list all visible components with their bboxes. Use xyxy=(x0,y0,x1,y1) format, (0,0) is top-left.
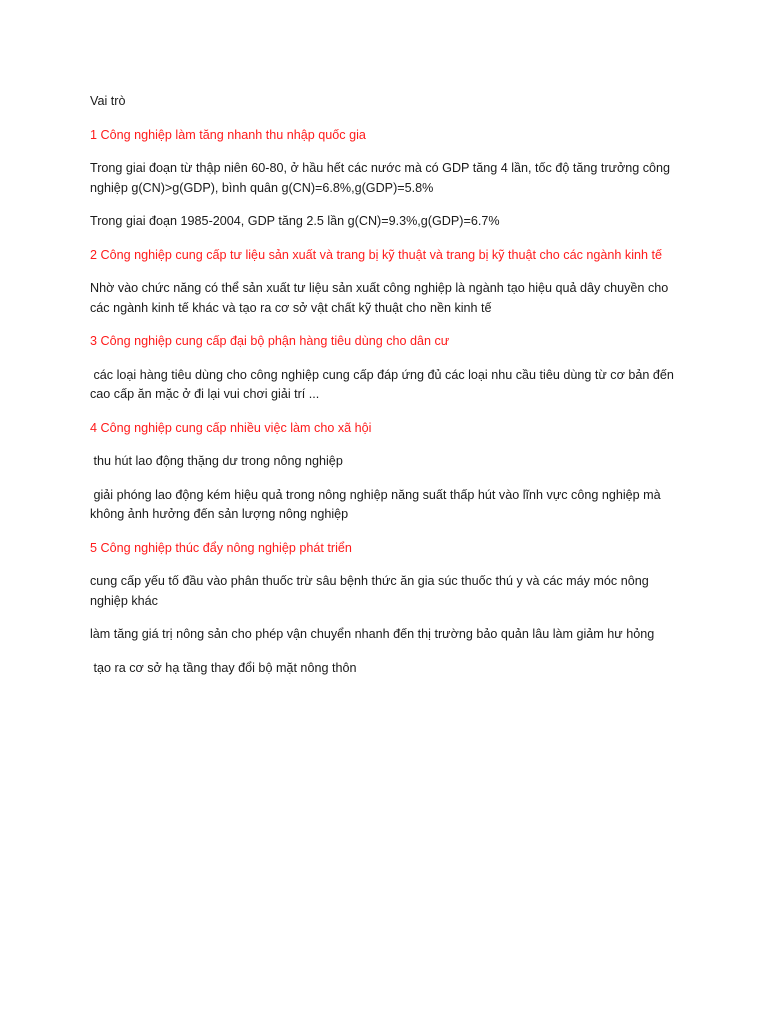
paragraph: giải phóng lao động kém hiệu quả trong nông nghiệp năng suất thấp hút vào lĩnh vực công nghiệp mà không ảnh hưởng đến sản lượng nông nghiệp xyxy=(90,487,665,521)
paragraph: Trong giai đoạn 1985-2004, GDP tăng 2.5 lần g(CN)=9.3%,g(GDP)=6.7% xyxy=(90,214,500,228)
section-heading-3: 3 Công nghiệp cung cấp đại bộ phận hàng tiêu dùng cho dân cư xyxy=(90,334,450,348)
section-heading-5: 5 Công nghiệp thúc đẩy nông nghiệp phát triển xyxy=(90,540,352,555)
section-heading-2: 2 Công nghiệp cung cấp tư liệu sản xuất và trang bị kỹ thuật và trang bị kỹ thuật cho các ngành kinh tế xyxy=(90,247,663,262)
section-heading-1: 1 Công nghiệp làm tăng nhanh thu nhập quốc gia xyxy=(90,127,366,142)
document-body xyxy=(90,92,680,692)
paragraph: các loại hàng tiêu dùng cho công nghiệp cung cấp đáp ứng đủ các loại nhu cầu tiêu dùng từ cơ bản đến cao cấp ăn mặc ở đi lại vui chơi giải trí ... xyxy=(90,367,678,401)
paragraph: Nhờ vào chức năng có thể sản xuất tư liệu sản xuất công nghiệp là ngành tạo hiệu quả dây chuyền cho các ngành kinh tế khác và tạo ra cơ sở vật chất kỹ thuật cho nền kinh tế xyxy=(90,281,672,315)
document-title: Vai trò xyxy=(90,94,126,108)
paragraph: tạo ra cơ sở hạ tầng thay đổi bộ mặt nông thôn xyxy=(90,660,357,675)
paragraph: cung cấp yếu tố đầu vào phân thuốc trừ sâu bệnh thức ăn gia súc thuốc thú y và các máy móc nông nghiệp khác xyxy=(90,574,653,608)
paragraph: thu hút lao động thặng dư trong nông nghiệp xyxy=(90,454,343,468)
paragraph: làm tăng giá trị nông sản cho phép vận chuyển nhanh đến thị trường bảo quản lâu làm giảm hư hỏng xyxy=(90,627,655,641)
section-heading-4: 4 Công nghiệp cung cấp nhiều việc làm cho xã hội xyxy=(90,420,372,435)
paragraph: Trong giai đoạn từ thập niên 60-80, ở hầu hết các nước mà có GDP tăng 4 lần, tốc độ tăng trưởng công nghiệp g(CN)>g(GDP), bình quân g(CN)=6.8%,g(GDP)=5.8% xyxy=(90,161,674,195)
